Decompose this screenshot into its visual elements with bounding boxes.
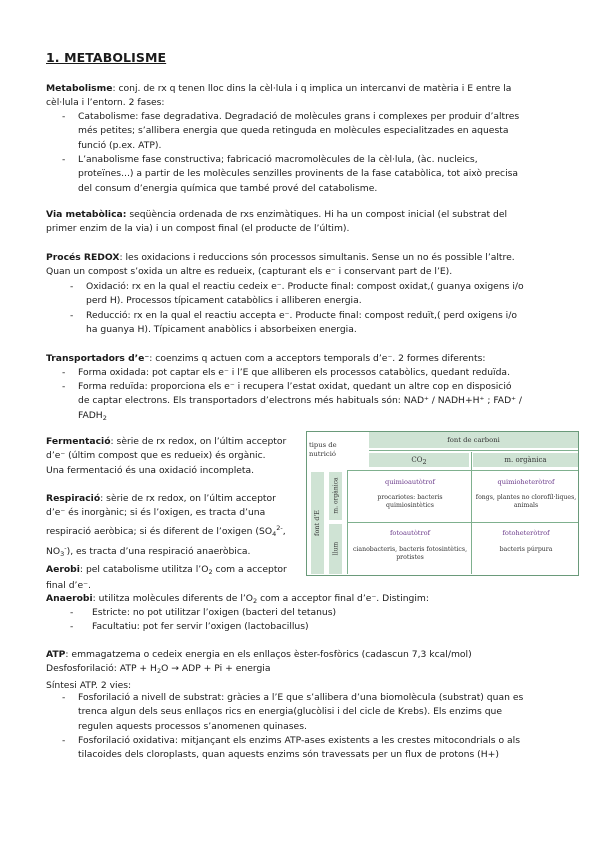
respiracio-paragraph: Respiració: sèrie de rx redox, on l’últim acceptor d’e⁻ és inorgànic; si és l’oxigen, es tracta d’una respiració aeròbica; si és diferent de l’oxigen ($SO_4^{2-}$, $NO_3^-$), es tracta d’una respiració anaeròbica.: [46, 493, 286, 558]
redox-paragraph: [46, 251, 515, 280]
cell-title: quimioheteròtrof: [497, 478, 555, 486]
cell-desc: quimiosintètics: [386, 502, 434, 509]
via-paragraph: [46, 208, 507, 237]
atp-line: : emmagatzema o cedeix energia en els enllaços èster-fosfòrics (cadascun 7,3 kcal/mol): [65, 649, 472, 660]
respiracio-line: respiració aeròbica; si és diferent de l’oxigen (SO: [46, 525, 273, 537]
nutrition-table: [306, 431, 579, 576]
anaerobi-line: : utilitza molècules diferents de l’O: [92, 593, 254, 604]
atp-paragraph: [46, 648, 472, 693]
cell-title: fotoautòtrof: [389, 529, 431, 537]
cell-desc: bacteris púrpura: [499, 546, 553, 553]
via-term: Via metabòlica:: [46, 209, 127, 220]
metabolisme-term: Metabolisme: [46, 83, 113, 94]
cell-title: fotoheteròtrof: [502, 529, 550, 537]
grid-line: [347, 522, 578, 523]
redox-term: Procés REDOX: [46, 252, 120, 263]
list-dash: -: [62, 381, 66, 392]
grid-line: [347, 470, 348, 574]
list-item: [78, 734, 520, 763]
so4-sub: 4: [272, 529, 277, 538]
via-line1: seqüència ordenada de rxs enzimàtiques. Hi ha un compost inicial (el substrat del: [126, 209, 508, 220]
list-line: tilacoides dels cloroplasts, quan aquests enzims són travessats per un flux de protons (H+): [78, 749, 499, 761]
respiracio-line: NO: [46, 545, 61, 557]
respiracio-line: ), es tracta d’una respiració anaeròbica.: [66, 545, 251, 557]
atp-line: Desfosforilació: ATP + H: [46, 663, 157, 675]
fermentacio-line: d’e⁻ (últim compost que es redueix) és orgànic.: [46, 450, 266, 462]
fadh-label: [78, 410, 107, 421]
list-dash: -: [70, 607, 74, 618]
list-line: regulen aquests processos s’anomenen quinases.: [78, 720, 307, 732]
corner-line: nutrició: [309, 450, 336, 458]
list-line: Reducció: rx en la qual el reactiu accepta e⁻. Producte final: compost reduït,( perd oxigens i/o: [86, 310, 517, 321]
cell-fotoheterotrof: [474, 529, 578, 554]
metabolisme-line2: cèl·lula i l’entorn. 2 fases:: [46, 97, 165, 109]
list-line: Fosforilació oxidativa: mitjançant els enzims ATP-ases existents a les crestes mitocondrials o als: [78, 735, 521, 746]
list-line: Fosforilació a nivell de substrat: gràcies a l’E que s’allibera d’una biomolècula (substrat) quan es: [78, 692, 524, 703]
respiracio-line: d’e⁻ és inorgànic; si és l’oxigen, es tracta d’una: [46, 507, 266, 519]
aerobi-term: Aerobi: [46, 564, 80, 575]
list-line: Catabolisme: fase degradativa. Degradació de molècules grans i complexes per produir d’altres: [78, 111, 520, 122]
transport-term: Transportadors d’e⁻: [46, 353, 150, 364]
cell-fotoautotrof: [351, 529, 469, 562]
list-item: [78, 691, 523, 734]
list-item: [78, 380, 522, 425]
h2o-sub: 2: [156, 667, 162, 676]
o2-sub: 2: [253, 597, 258, 605]
list-item: [78, 110, 519, 153]
list-dash: -: [70, 621, 74, 632]
list-line: Forma oxidada: pot captar els e⁻ i l’E que alliberen els processos catabòlics, quedant reduïda.: [78, 367, 510, 378]
respiracio-term: Respiració: [46, 493, 101, 504]
fermentacio-paragraph: [46, 435, 286, 478]
list-dash: -: [62, 735, 66, 746]
fadh-text: FADH: [78, 409, 103, 421]
list-line: ha guanya H). Típicament anabòlics i absorbeixen energia.: [86, 324, 357, 336]
fadh-sub: 2: [102, 413, 107, 422]
co2-sub: 2: [422, 458, 427, 466]
list-line: funció (p.ex. ATP).: [78, 139, 162, 151]
redox-line1: : les oxidacions i reduccions són processos simultanis. Sense un no és possible l’altre.: [119, 252, 515, 263]
list-line: més petites; s’allibera energia que queda retinguda en molècules especialitzades en aquesta: [78, 125, 509, 137]
font-e-label: font d'E: [313, 510, 321, 536]
list-dash: -: [70, 281, 74, 292]
grid-line: [471, 452, 472, 574]
aerobi-line: final d’e⁻.: [46, 580, 91, 592]
atp-line: Síntesi ATP. 2 vies:: [46, 679, 132, 691]
list-dash: -: [62, 367, 66, 378]
aerobi-paragraph: [46, 563, 287, 594]
cell-title: quimioautòtrof: [385, 478, 435, 486]
fermentacio-line: : sèrie de rx redox, on l’últim acceptor: [110, 436, 287, 447]
metabolisme-line1: : conj. de rx q tenen lloc dins la cèl·lula i q implica un intercanvi de matèria i E entre la: [112, 83, 512, 94]
metabolisme-paragraph: [46, 82, 511, 111]
list-item: Estricte: no pot utilitzar l’oxigen (bacteri del tetanus): [92, 607, 337, 618]
cell-desc: procariotes: bacteris: [377, 494, 443, 501]
list-line: Forma reduïda: proporciona els e⁻ i recupera l’estat oxidat, quedant un altre cop en disposició: [78, 381, 512, 392]
grid-line: [369, 450, 578, 451]
list-item: Facultatiu: pot fer servir l’oxigen (lactobacillus): [92, 621, 309, 632]
list-line: trenca algun dels seus enllaços rics en energia(glucòlisi i del cicle de Krebs). Els enzims que: [78, 706, 503, 718]
cell-desc: animals: [513, 502, 539, 509]
organica-label: m. orgànica: [504, 456, 547, 464]
anaerobi-line: com a acceptor final d’e⁻. Distingim:: [257, 593, 429, 604]
fermentacio-term: Fermentació: [46, 436, 111, 447]
co2-text: CO: [411, 456, 423, 464]
cell-desc: protistes: [396, 554, 424, 561]
transport-line1: : coenzims q actuen com a acceptors temporals d’e⁻. 2 formes diferents:: [149, 353, 486, 364]
list-line: del consum d’energia química que també prové del catabolisme.: [78, 182, 378, 194]
row-label-organica: m. orgànica: [332, 477, 340, 514]
list-item: [78, 153, 518, 196]
corner-line: tipus de: [309, 441, 337, 449]
list-dash: -: [70, 310, 74, 321]
atp-term: ATP: [46, 649, 66, 660]
atp-line: O → ADP + Pi + energia: [161, 663, 271, 675]
list-line: proteïnes...) a partir de les molècules senzilles provinents de la fase catabòlica, tot això precisa: [78, 168, 519, 180]
list-line: perd H). Processos típicament catabòlics i alliberen energia.: [86, 295, 362, 307]
list-item: [86, 280, 524, 309]
list-dash: -: [62, 692, 66, 703]
font-carboni-label: font de carboni: [447, 436, 500, 444]
cell-desc: fongs, plantes no clorofíl·liques,: [475, 494, 577, 501]
so4-sup: 2-: [276, 523, 283, 532]
row-label-llum: llum: [332, 541, 340, 556]
transport-paragraph: [46, 352, 486, 366]
grid-line: [347, 470, 578, 471]
list-line: L’anabolisme fase constructiva; fabricació macromolècules de la cèl·lula, (àc. nucleics,: [78, 154, 478, 165]
cell-quimioautotrof: [351, 478, 469, 510]
cell-quimioheterotrof: [474, 478, 578, 510]
anaerobi-term: Anaerobi: [46, 593, 93, 604]
list-item: [86, 309, 517, 338]
list-dash: -: [62, 154, 66, 165]
list-line: Oxidació: rx en la qual el reactiu cedeix e⁻. Producte final: compost oxidat,( guanya oxigens i/o: [86, 281, 524, 292]
respiracio-line: : sèrie de rx redox, on l’últim acceptor: [100, 493, 276, 504]
page-title: 1. METABOLISME: [46, 50, 167, 65]
redox-line2: Quan un compost s’oxida un altre es redueix, (capturant els e⁻ i conservant part de l’E).: [46, 266, 453, 278]
aerobi-line: : pel catabolisme utilitza l’O: [79, 564, 209, 575]
o2-sub: 2: [208, 568, 213, 576]
list-line: de captar electrons. Els transportadors d’electrons més habituals són: NAD⁺ / NADH+H⁺ ; FAD⁺ /: [78, 395, 523, 407]
cell-desc: cianobacteris, bacteris fotosintètics,: [352, 546, 468, 553]
aerobi-line: com a acceptor: [212, 564, 287, 575]
co2-label: [369, 456, 469, 466]
via-line2: primer enzim de la via) i un compost final (el producte de l’últim).: [46, 223, 350, 235]
no3-sup: -: [64, 543, 67, 552]
fermentacio-line: Una fermentació és una oxidació incompleta.: [46, 464, 255, 476]
list-item: [78, 366, 510, 380]
no3-sub: 3: [60, 549, 65, 558]
list-dash: -: [62, 111, 66, 122]
